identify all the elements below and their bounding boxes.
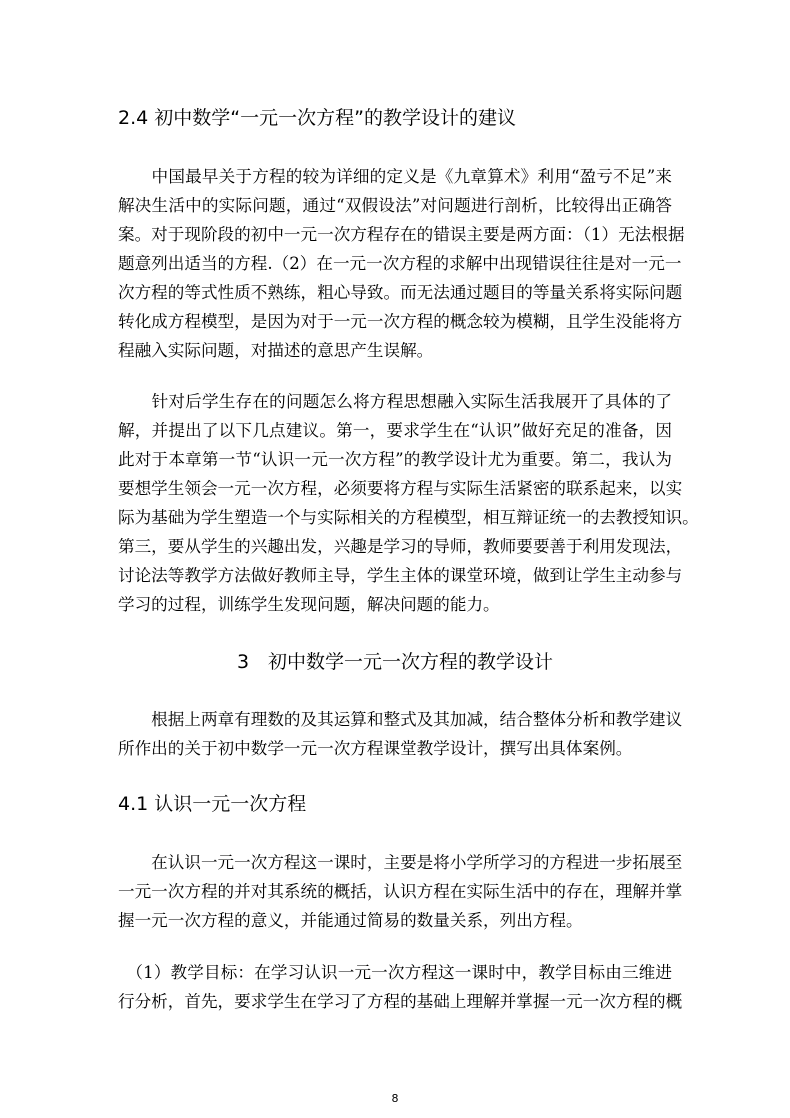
- text-line: 际为基础为学生塑造一个与实际相关的方程模型，相互辩证统一的去教授知识。: [118, 508, 699, 527]
- text-line: 题意列出适当的方程.（2）在一元一次方程的求解中出现错误往往是对一元一: [118, 254, 682, 273]
- text-line: 在认识一元一次方程这一课时，主要是将小学所学习的方程进一步拓展至: [118, 853, 683, 872]
- chapter-heading-3: 3 初中数学一元一次方程的教学设计: [236, 651, 554, 673]
- text-line: 转化成方程模型，是因为对于一元一次方程的概念较为模糊，且学生没能将方: [118, 312, 683, 331]
- text-line: 解，并提出了以下几点建议。第一，要求学生在“认识”做好充足的准备，因: [118, 421, 672, 440]
- text-line: 案。对于现阶段的初中一元一次方程存在的错误主要是两方面：（1）无法根据: [118, 225, 685, 244]
- text-line: 解决生活中的实际问题，通过“双假设法”对问题进行剖析，比较得出正确答: [118, 196, 672, 215]
- text-line: 针对后学生存在的问题怎么将方程思想融入实际生活我展开了具体的了: [118, 392, 672, 411]
- page-number: 8: [391, 1092, 399, 1105]
- text-line: 根据上两章有理数的及其运算和整式及其加减，结合整体分析和教学建议: [118, 710, 683, 729]
- text-line: 所作出的关于初中数学一元一次方程课堂教学设计，撰写出具体案例。: [118, 739, 633, 758]
- paragraph-5: [118, 958, 683, 1016]
- text-line: 一元一次方程的并对其系统的概括，认识方程在实际生活中的存在，理解并掌: [118, 882, 683, 901]
- paragraph-3: [118, 705, 683, 763]
- text-line: 中国最早关于方程的较为详细的定义是《九章算术》利用“盈亏不足”来: [118, 167, 672, 186]
- text-line: 次方程的等式性质不熟练，粗心导致。而无法通过题目的等量关系将实际问题: [118, 283, 683, 302]
- section-heading-4-1: 4.1 认识一元一次方程: [118, 793, 307, 815]
- text-line: 学习的过程，训练学生发现问题，解决问题的能力。: [118, 595, 500, 614]
- paragraph-2: [118, 387, 699, 619]
- text-line: （1）教学目标：在学习认识一元一次方程这一课时中，教学目标由三维进: [118, 963, 672, 982]
- text-line: 此对于本章第一节“认识一元一次方程”的教学设计尤为重要。第二，我认为: [118, 450, 672, 469]
- paragraph-1: [118, 162, 685, 365]
- text-line: 要想学生领会一元一次方程，必须要将方程与实际生活紧密的联系起来，以实: [118, 479, 683, 498]
- text-line: 第三，要从学生的兴趣出发，兴趣是学习的导师，教师要要善于利用发现法，: [118, 537, 683, 556]
- text-line: 程融入实际问题，对描述的意思产生误解。: [118, 341, 434, 360]
- text-line: 握一元一次方程的意义，并能通过简易的数量关系，列出方程。: [118, 911, 583, 930]
- section-heading-2-4: 2.4 初中数学“一元一次方程”的教学设计的建议: [118, 107, 516, 129]
- text-line: 行分析，首先，要求学生在学习了方程的基础上理解并掌握一元一次方程的概: [118, 992, 683, 1011]
- text-line: 讨论法等教学方法做好教师主导，学生主体的课堂环境，做到让学生主动参与: [118, 566, 683, 585]
- paragraph-4: [118, 848, 683, 935]
